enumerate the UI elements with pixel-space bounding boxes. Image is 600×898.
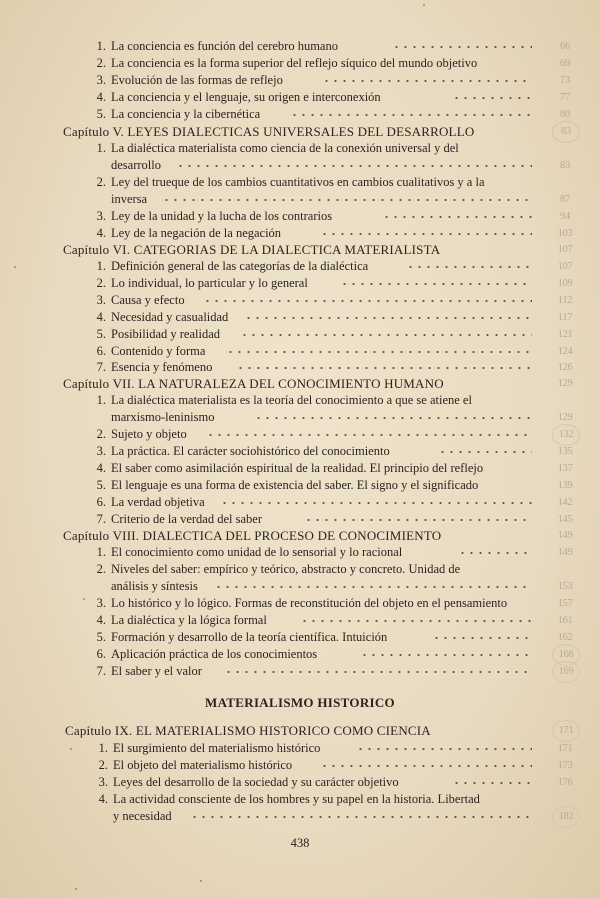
entry-title-cont: marxismo-leninismo (111, 410, 215, 424)
entry-number: 5. (96, 630, 106, 644)
toc-entry (0, 791, 600, 808)
chapter-title: Capítulo VI. CATEGORIAS DE LA DIALECTICA MATERIALISTA (63, 242, 441, 257)
toc-entry (0, 55, 600, 72)
leader-dots (206, 432, 532, 438)
toc-entry (0, 460, 600, 477)
entry-number: 1. (96, 39, 106, 53)
entry-title: El surgimiento del materialismo histórico (113, 741, 321, 755)
leader-dots (254, 415, 532, 421)
chapter-heading (0, 527, 600, 544)
entry-title-cont: inversa (111, 192, 148, 206)
leader-dots (304, 517, 532, 523)
entry-page: 176 (557, 777, 573, 788)
entry-number: 2. (96, 562, 106, 576)
entry-title: Definición general de las categorías de la dialéctica (111, 259, 369, 273)
paper-speck (83, 598, 85, 600)
toc-entry (0, 72, 600, 89)
paper-speck (423, 4, 425, 6)
toc-entry (0, 595, 600, 612)
chapter-heading (0, 241, 600, 258)
chapter-title: Capítulo IX. EL MATERIALISMO HISTORICO COMO CIENCIA (65, 723, 431, 738)
toc-entry (0, 511, 600, 528)
entry-number: 5. (96, 107, 106, 121)
entry-page: 126 (557, 362, 573, 373)
entry-number: 2. (98, 758, 108, 772)
entry-number: 5. (96, 327, 106, 341)
entry-page: 139 (557, 480, 573, 491)
chapter-heading (0, 722, 600, 739)
leader-dots (438, 449, 532, 455)
toc-entry (0, 174, 600, 191)
entry-page: 109 (557, 278, 573, 289)
entry-number: 5. (96, 478, 106, 492)
toc-entry (0, 544, 600, 561)
entry-page: 124 (557, 346, 573, 357)
entry-number: 3. (96, 596, 106, 610)
leader-dots (220, 500, 532, 506)
toc-entry (0, 561, 600, 578)
toc-entry (0, 258, 600, 275)
chapter-page: 149 (557, 530, 573, 541)
entry-title: La dialéctica y la lógica formal (111, 613, 267, 627)
chapter-page: 171 (552, 720, 580, 742)
chapter-heading (0, 375, 600, 392)
leader-dots (320, 763, 532, 769)
entry-title: Formación y desarrollo de la teoría científica. Intuición (111, 630, 388, 644)
entry-title: Niveles del saber: empírico y teórico, abstracto y concreto. Unidad de (111, 562, 461, 576)
entry-page: 142 (557, 497, 573, 508)
entry-number: 4. (96, 310, 106, 324)
entry-title: Sujeto y objeto (111, 427, 187, 441)
entry-page: 171 (557, 743, 573, 754)
section-title: MATERIALISMO HISTORICO (205, 695, 395, 710)
toc-entry (0, 646, 600, 663)
toc-entry (0, 292, 600, 309)
paper-speck (200, 880, 202, 882)
leader-dots (190, 814, 532, 820)
paper-speck (14, 266, 16, 268)
entry-title: Contenido y forma (111, 344, 206, 358)
leader-dots (236, 365, 532, 371)
entry-title: La conciencia y la cibernética (111, 107, 261, 121)
toc-entry (0, 774, 600, 791)
leader-dots (452, 780, 532, 786)
entry-title: El saber como asimilación espiritual de la realidad. El principio del reflejo (111, 461, 484, 475)
entry-page: 117 (557, 312, 573, 323)
entry-page: 173 (557, 760, 573, 771)
entry-page: 182 (552, 806, 580, 828)
entry-title: Esencia y fenómeno (111, 360, 213, 374)
toc-entry (0, 426, 600, 443)
entry-title: Ley del trueque de los cambios cuantitativos en cambios cualitativos y a la (111, 175, 485, 189)
leader-dots (452, 95, 532, 101)
entry-title: El objeto del materialismo histórico (113, 758, 293, 772)
paper-speck (75, 888, 77, 890)
toc-entry (0, 359, 600, 376)
entry-page: 66 (560, 41, 570, 52)
entry-page: 80 (560, 109, 570, 120)
entry-number: 2. (96, 56, 106, 70)
entry-page: 107 (557, 261, 573, 272)
entry-title: Ley de la negación de la negación (111, 226, 282, 240)
page-number: 438 (290, 836, 310, 850)
entry-number: 3. (96, 209, 106, 223)
entry-number: 4. (96, 226, 106, 240)
leader-dots (382, 214, 532, 220)
entry-title-cont: desarrollo (111, 158, 161, 172)
entry-number: 4. (98, 792, 108, 806)
entry-title-cont: y necesidad (113, 809, 172, 823)
chapter-title: Capítulo VIII. DIALECTICA DEL PROCESO DE CONOCIMIENTO (63, 528, 442, 543)
toc-entry (0, 89, 600, 106)
chapter-page: 83 (552, 121, 580, 143)
entry-title: La conciencia y el lenguaje, su origen e interconexión (111, 90, 381, 104)
toc-entry-continuation (0, 808, 600, 825)
chapter-page: 129 (557, 378, 573, 389)
entry-number: 2. (96, 427, 106, 441)
entry-page: 73 (560, 75, 570, 86)
toc-entry (0, 629, 600, 646)
toc-entry (0, 612, 600, 629)
leader-dots (176, 163, 532, 169)
entry-number: 7. (96, 664, 106, 678)
leader-dots (392, 44, 532, 50)
entry-number: 7. (96, 512, 106, 526)
entry-page: 137 (557, 463, 573, 474)
leader-dots (360, 652, 532, 658)
chapter-title: Capítulo VII. LA NATURALEZA DEL CONOCIMIENTO HUMANO (63, 376, 444, 391)
toc-entry (0, 477, 600, 494)
leader-dots (458, 550, 532, 556)
chapter-heading (0, 123, 600, 140)
entry-page: 145 (557, 514, 573, 525)
leader-dots (214, 584, 532, 590)
leader-dots (224, 669, 532, 675)
entry-page: 129 (557, 412, 573, 423)
entry-title: El conocimiento como unidad de lo sensorial y lo racional (111, 545, 403, 559)
toc-entry-continuation (0, 578, 600, 595)
entry-page: 69 (560, 58, 570, 69)
toc-entry (0, 343, 600, 360)
leader-dots (203, 298, 532, 304)
entry-page: 169 (552, 661, 580, 683)
chapter-title: Capítulo V. LEYES DIALECTICAS UNIVERSALES DEL DESARROLLO (63, 124, 475, 139)
entry-page: 153 (557, 581, 573, 592)
toc-entry (0, 494, 600, 511)
entry-title: El saber y el valor (111, 664, 202, 678)
entry-number: 3. (96, 293, 106, 307)
entry-number: 4. (96, 613, 106, 627)
leader-dots (244, 315, 532, 321)
entry-page: 94 (560, 211, 570, 222)
toc-entry (0, 208, 600, 225)
entry-number: 4. (96, 461, 106, 475)
entry-number: 1. (96, 393, 106, 407)
leader-dots (240, 332, 532, 338)
toc-entry-continuation (0, 157, 600, 174)
entry-page: 121 (557, 329, 573, 340)
entry-page: 87 (560, 194, 570, 205)
entry-page: 149 (557, 547, 573, 558)
entry-number: 1. (96, 259, 106, 273)
entry-number: 3. (96, 73, 106, 87)
leader-dots (432, 635, 532, 641)
entry-title: Criterio de la verdad del saber (111, 512, 262, 526)
entry-title: Aplicación práctica de los conocimientos (111, 647, 318, 661)
entry-title: El lenguaje es una forma de existencia del saber. El signo y el significado (111, 478, 479, 492)
chapter-page: 107 (557, 244, 573, 255)
entry-number: 2. (96, 276, 106, 290)
entry-number: 6. (96, 495, 106, 509)
paper-speck (70, 748, 72, 750)
entry-title: La verdad objetiva (111, 495, 205, 509)
entry-title: Ley de la unidad y la lucha de los contrarios (111, 209, 333, 223)
toc-entry (0, 663, 600, 680)
toc-entry (0, 309, 600, 326)
entry-page: 77 (560, 92, 570, 103)
entry-title: Necesidad y casualidad (111, 310, 229, 324)
entry-title: La dialéctica materialista como ciencia de la conexión universal y del (111, 141, 459, 155)
toc-entry-continuation (0, 409, 600, 426)
entry-number: 2. (96, 175, 106, 189)
toc-entry-continuation (0, 191, 600, 208)
entry-page: 166 (552, 644, 580, 666)
entry-number: 6. (96, 344, 106, 358)
entry-number: 6. (96, 647, 106, 661)
entry-title: Posibilidad y realidad (111, 327, 221, 341)
toc-entry (0, 757, 600, 774)
entry-page: 161 (557, 615, 573, 626)
entry-title: La práctica. El carácter sociohistórico del conocimiento (111, 444, 390, 458)
toc-entry (0, 392, 600, 409)
entry-number: 3. (98, 775, 108, 789)
toc-entry (0, 443, 600, 460)
entry-title: La conciencia es la forma superior del reflejo síquico del mundo objetivo (111, 56, 478, 70)
entry-number: 4. (96, 90, 106, 104)
entry-title: Leyes del desarrollo de la sociedad y su carácter objetivo (113, 775, 399, 789)
entry-title: Lo individual, lo particular y lo general (111, 276, 308, 290)
leader-dots (300, 618, 532, 624)
toc-entry (0, 326, 600, 343)
leader-dots (322, 78, 532, 84)
entry-title: La actividad consciente de los hombres y su papel en la historia. Libertad (113, 792, 480, 806)
entry-number: 1. (96, 141, 106, 155)
leader-dots (226, 349, 532, 355)
leader-dots (320, 231, 532, 237)
entry-title: Evolución de las formas de reflejo (111, 73, 283, 87)
leader-dots (290, 112, 532, 118)
entry-title-cont: análisis y síntesis (111, 579, 198, 593)
entry-page: 135 (557, 446, 573, 457)
entry-page: 112 (557, 295, 573, 306)
entry-number: 1. (96, 545, 106, 559)
leader-dots (340, 281, 532, 287)
entry-page: 83 (560, 160, 570, 171)
toc-entry (0, 225, 600, 242)
entry-number: 1. (98, 741, 108, 755)
leader-dots (406, 264, 532, 270)
entry-title: La dialéctica materialista es la teoría del conocimiento a que se atiene el (111, 393, 472, 407)
toc-entry (0, 275, 600, 292)
leader-dots (162, 197, 532, 203)
toc-entry (0, 106, 600, 123)
toc-entry (0, 740, 600, 757)
entry-title: La conciencia es función del cerebro humano (111, 39, 338, 53)
toc-entry (0, 38, 600, 55)
entry-title: Causa y efecto (111, 293, 185, 307)
entry-page: 132 (552, 424, 580, 446)
entry-number: 3. (96, 444, 106, 458)
entry-title: Lo histórico y lo lógico. Formas de reconstitución del objeto en el pensamiento (111, 596, 508, 610)
toc-entry (0, 140, 600, 157)
entry-page: 103 (557, 228, 573, 239)
leader-dots (356, 746, 532, 752)
entry-page: 162 (557, 632, 573, 643)
entry-page: 157 (557, 598, 573, 609)
entry-number: 7. (96, 360, 106, 374)
